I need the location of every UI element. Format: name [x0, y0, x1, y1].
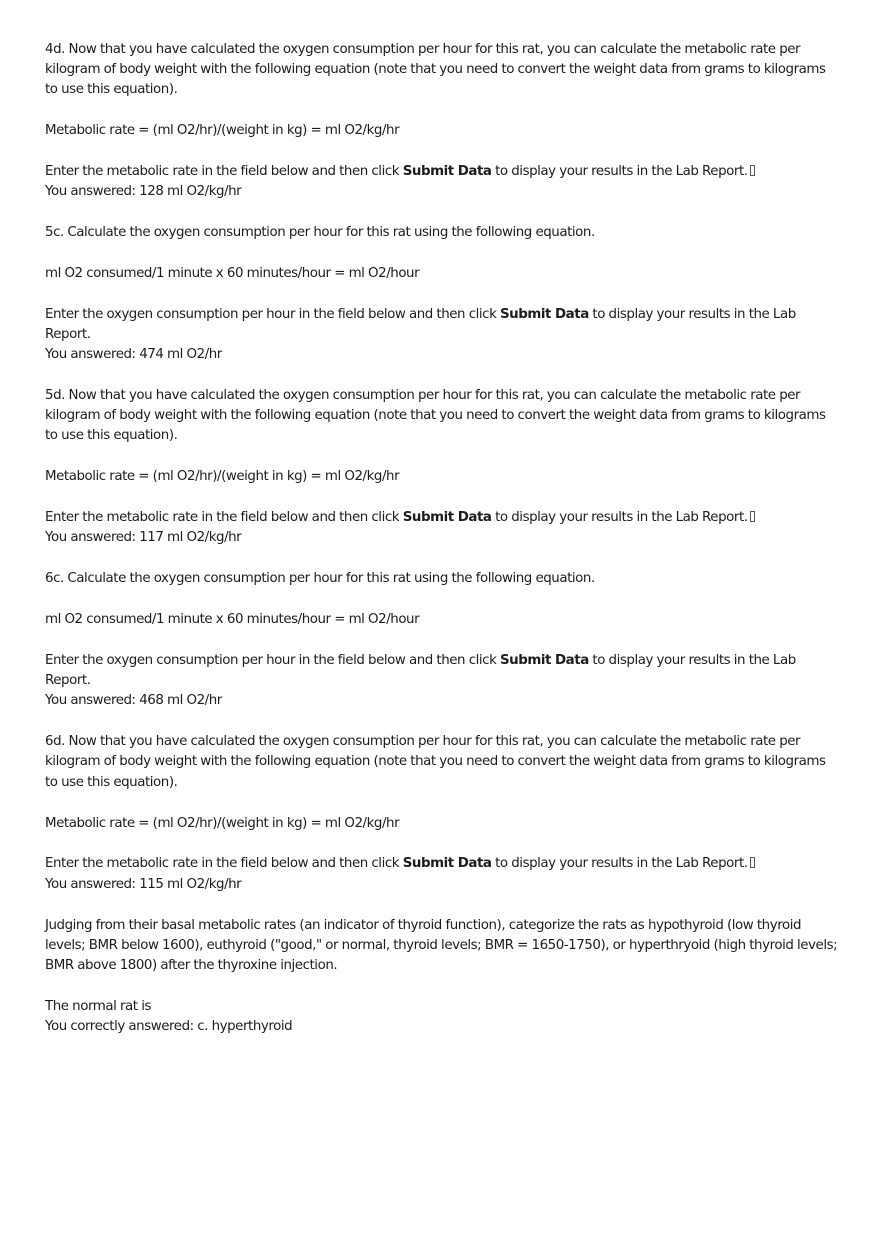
question-text: 4d. Now that you have calculated the oxygen consumption per hour for this rat, you can calculate the metabolic rate per kilogram of body weight with the following equation (note that you need to convert the weight data from grams to kilograms to use this equation). [45, 41, 826, 97]
instruction-part: to display your results in the Lab Report. [45, 652, 796, 689]
question-text: 5c. Calculate the oxygen consumption per hour for this rat using the following equation. [45, 224, 595, 240]
instruction-part: to display your results in the Lab Report. [45, 306, 796, 342]
submit-data-label: Submit Data [402, 163, 492, 179]
answer-text: You answered: 468 ml O2/hr [45, 693, 222, 709]
instruction-part: Enter the oxygen consumption per hour in the field below and then click [45, 306, 500, 322]
question-text: 5d. Now that you have calculated the oxygen consumption per hour for this rat, you can calculate the metabolic rate per kilogram of body weight with the following equation (note that you need to convert the weight data from grams to kilograms to use this equation). [45, 387, 826, 444]
question-5c-answer-block [45, 305, 840, 366]
answer-text: You answered: 115 ml O2/kg/hr [45, 876, 242, 892]
question-5d-answer-block [45, 508, 840, 548]
instruction-part: Enter the metabolic rate in the field below and then click [45, 510, 403, 526]
instruction-part: to display your results in the Lab Report. [491, 856, 748, 872]
submit-data-label: Submit Data [402, 856, 492, 872]
equation-text: Metabolic rate = (ml O2/hr)/(weight in kg) = ml O2/kg/hr [45, 469, 400, 485]
question-5c-equation [45, 264, 840, 284]
question-6d-equation [45, 814, 840, 834]
question-5d-intro [45, 386, 840, 447]
answer-text: You answered: 117 ml O2/kg/hr [45, 530, 242, 546]
question-prompt: The normal rat is [45, 998, 152, 1014]
instruction-part: Enter the metabolic rate in the field below and then click [45, 163, 403, 179]
submit-data-label: Submit Data [402, 510, 492, 526]
instruction-part: to display your results in the Lab Report. [491, 510, 748, 526]
instruction-part: Enter the metabolic rate in the field below and then click [45, 856, 403, 872]
equation-text: ml O2 consumed/1 minute x 60 minutes/hour = ml O2/hour [45, 612, 420, 628]
lab-document [45, 40, 840, 1058]
categorize-question-answer-block [45, 997, 840, 1037]
instruction-text [45, 305, 840, 345]
question-4d-answer-block [45, 162, 840, 202]
instruction-part: to display your results in the Lab Report. [491, 163, 748, 179]
answer-text: You correctly answered: c. hyperthyroid [45, 1019, 293, 1034]
submit-data-label: Submit Data [499, 652, 589, 668]
missing-glyph-icon [750, 165, 755, 176]
question-5c-intro [45, 223, 840, 243]
answer-text: You answered: 474 ml O2/hr [45, 346, 222, 362]
question-6c-equation [45, 610, 840, 630]
instruction-text [45, 854, 840, 874]
question-6d-answer-block [45, 854, 840, 894]
equation-text: ml O2 consumed/1 minute x 60 minutes/hour = ml O2/hour [45, 265, 420, 281]
answer-text: You answered: 128 ml O2/kg/hr [45, 183, 242, 199]
instruction-part: Enter the oxygen consumption per hour in the field below and then click [45, 652, 500, 668]
missing-glyph-icon [750, 857, 755, 868]
question-6c-answer-block [45, 651, 840, 712]
question-text: 6c. Calculate the oxygen consumption per hour for this rat using the following equation. [45, 571, 595, 587]
question-text: Judging from their basal metabolic rates (an indicator of thyroid function), categorize the rats as hypothyroid (low thyroid levels; BMR below 1600), euthyroid ("good," or normal, thyroid levels; BMR = 1650-1750), or hyperthryoid (high thyroid levels; BMR above 1800) after the thyroxine injection. [45, 917, 838, 973]
instruction-text [45, 508, 840, 528]
question-4d-intro [45, 40, 840, 101]
question-5d-equation [45, 467, 840, 487]
instruction-text [45, 162, 840, 182]
instruction-text [45, 651, 840, 691]
question-4d-equation [45, 121, 840, 141]
categorize-question-intro [45, 916, 840, 977]
question-6d-intro [45, 732, 840, 793]
question-text: 6d. Now that you have calculated the oxygen consumption per hour for this rat, you can calculate the metabolic rate per kilogram of body weight with the following equation (note that you need to convert the weight data from grams to kilograms to use this equation). [45, 734, 826, 790]
question-6c-intro [45, 569, 840, 589]
equation-text: Metabolic rate = (ml O2/hr)/(weight in kg) = ml O2/kg/hr [45, 122, 400, 138]
missing-glyph-icon [750, 511, 755, 522]
submit-data-label: Submit Data [499, 306, 589, 322]
equation-text: Metabolic rate = (ml O2/hr)/(weight in kg) = ml O2/kg/hr [45, 815, 400, 831]
